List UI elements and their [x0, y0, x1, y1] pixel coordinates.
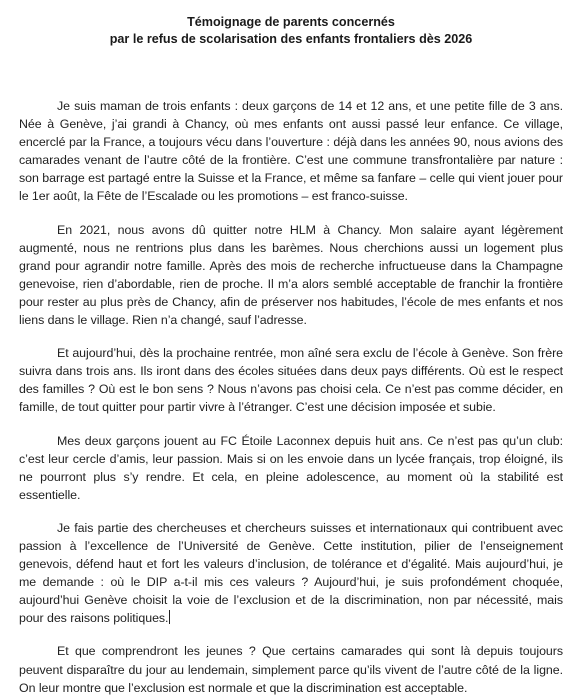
- paragraph-5-text: Je fais partie des chercheuses et chercheurs suisses et internationaux qui contribuent avec passion à l’excellence de l’Université de Genève. Cette institution, pilier de l’enseignement genevois, défend haut et fort les valeurs d’inclusion, de tolérance et d’égalité. Mais aujourd’hui, je me demande : où le DIP a-t-il mis ces valeurs ? Aujourd’hui, je suis profondément choquée, aujourd’hui Genève choisit la voie de l’exclusion et de la discrimination, non par nécessité, mais pour des raisons politiques.: [19, 520, 563, 626]
- paragraph-3: Et aujourd’hui, dès la prochaine rentrée, mon aîné sera exclu de l’école à Genève. Son frère suivra dans trois ans. Ils iront dans des écoles situées dans deux pays différents. Où est le respect des familles ? Où est le bon sens ? Nous n’avons pas choisi cela. Ce n’est pas comme décider, en famille, de tout quitter pour partir vivre à l’étranger. C’est une décision imposée et subie.: [19, 346, 563, 415]
- text-cursor: [169, 610, 170, 624]
- title-line-2: par le refus de scolarisation des enfants frontaliers dès 2026: [109, 32, 473, 46]
- paragraph-1: Je suis maman de trois enfants : deux garçons de 14 et 12 ans, et une petite fille de 3 ans. Née à Genève, j’ai grandi à Chancy, où mes enfants ont aussi passé leur enfance. Ce village, encerclé par la France, a toujours vécu dans l’ouverture : déjà dans les années 90, nous avions des camarades venant de l’autre côté de la frontière. C’est une commune transfrontalière par nature : son barrage est partagé entre la Suisse et la France, et même sa fanfare – celle qui vient jouer pour le 1er août, la Fête de l’Escalade ou les promotions – est franco-suisse.: [19, 99, 563, 204]
- title-line-1: Témoignage de parents concernés: [187, 15, 395, 29]
- document-title: [19, 14, 563, 48]
- paragraph-6: Et que comprendront les jeunes ? Que certains camarades qui sont là depuis toujours peuvent disparaître du jour au lendemain, simplement parce qu’ils vivent de l’autre côté de la ligne. On leur montre que l’exclusion est normale et que la discrimination est acceptable.: [19, 644, 563, 695]
- paragraph-4: Mes deux garçons jouent au FC Étoile Laconnex depuis huit ans. Ce n’est pas qu’un club: c’est leur cercle d’amis, leur passion. Mais si on les envoie dans un lycée français, trop éloigné, ils ne pourront plus s’y rendre. Et cela, en pleine adolescence, au moment où la stabilité est essentielle.: [19, 433, 563, 502]
- paragraph-2: En 2021, nous avons dû quitter notre HLM à Chancy. Mon salaire ayant légèrement augmenté, nous ne rentrions plus dans les barèmes. Nous cherchions aussi un logement plus grand pour agrandir notre famille. Après des mois de recherche infructueuse dans la Champagne genevoise, rien d’abordable, rien de proche. Il m’a alors semblé acceptable de franchir la frontière pour rester au plus près de Chancy, afin de préserver nos habitudes, l’école de mes enfants et nos liens dans le village. Rien n’a changé, sauf l’adresse.: [19, 222, 563, 328]
- document-body[interactable]: [19, 97, 563, 697]
- paragraph-5: [19, 519, 563, 628]
